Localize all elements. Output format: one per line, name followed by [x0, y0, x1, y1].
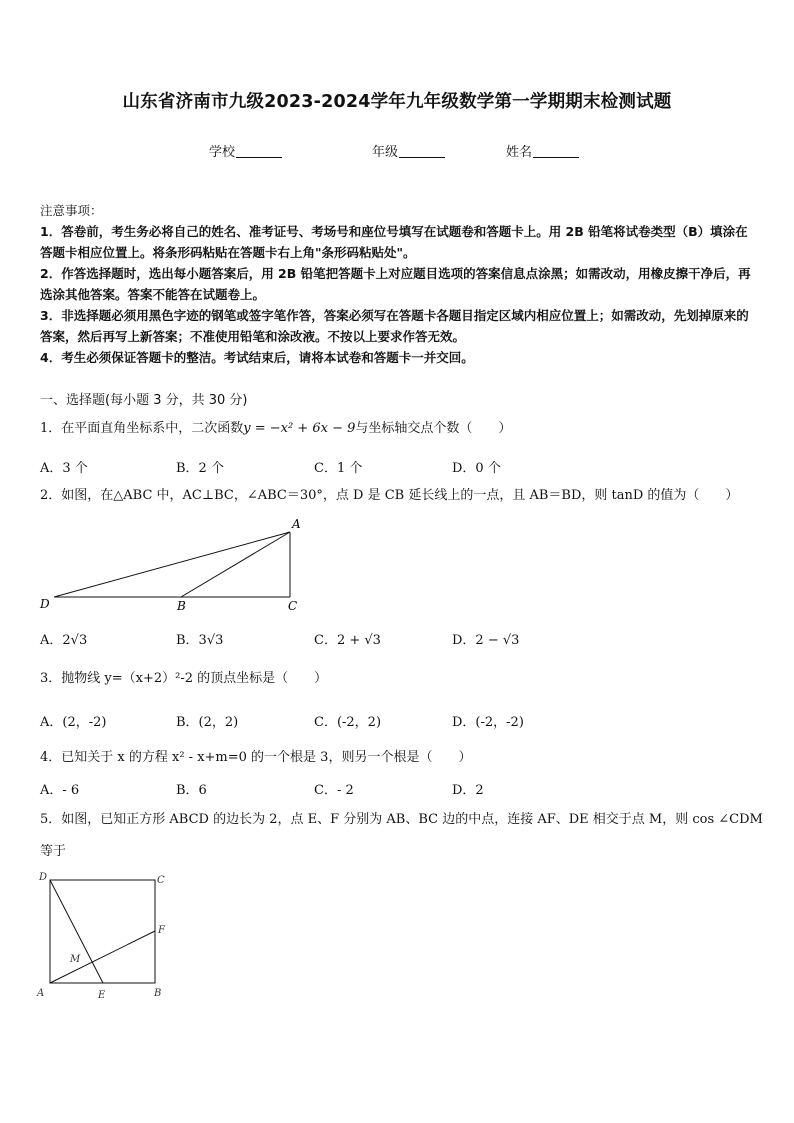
school-label: 学校 — [209, 145, 236, 160]
school-field — [209, 141, 282, 160]
q3-option-a[interactable]: A．(2，-2) — [40, 715, 107, 730]
question-1 — [40, 419, 511, 439]
q4-option-d[interactable]: D．2 — [452, 783, 484, 798]
name-field — [506, 141, 579, 160]
q1-post: 与坐标轴交点个数（ ） — [355, 421, 512, 436]
q2-label-a: A — [292, 517, 301, 531]
q2-triangle-figure — [34, 514, 324, 614]
q1-option-c[interactable]: C．1 个 — [314, 461, 363, 476]
notice-item-4: 4．考生必须保证答题卡的整洁。考试结束后，请将本试卷和答题卡一并交回。 — [40, 350, 474, 365]
question-4: 4．已知关于 x 的方程 x² - x+m=0 的一个根是 3，则另一个根是（ ） — [40, 750, 472, 765]
q2-option-d[interactable]: D．2 − √3 — [452, 633, 520, 648]
q4-option-c[interactable]: C．- 2 — [314, 783, 354, 798]
q5-label-m: M — [70, 954, 81, 965]
q3-option-d[interactable]: D．(-2，-2) — [452, 715, 524, 730]
page-title: 山东省济南市九级2023-2024学年九年级数学第一学期期末检测试题 — [122, 92, 672, 112]
name-blank[interactable] — [533, 144, 579, 158]
grade-field — [372, 141, 445, 160]
question-3: 3．抛物线 y=（x+2）²-2 的顶点坐标是（ ） — [40, 671, 328, 686]
q4-option-b[interactable]: B．6 — [176, 783, 207, 798]
notice-item-2: 2．作答选择题时，选出每小题答案后，用 2B 铅笔把答题卡上对应题目选项的答案信息点涂黑；如需改动，用橡皮擦干净后，再选涂其他答案。答案不能答在试题卷上。 — [40, 266, 751, 302]
q2-option-b[interactable]: B．3√3 — [176, 633, 224, 648]
q1-pre: 1．在平面直角坐标系中，二次函数 — [40, 421, 244, 436]
q2-option-a[interactable]: A．2√3 — [40, 633, 88, 648]
question-2: 2．如图，在△ABC 中，AC⊥BC，∠ABC＝30°，点 D 是 CB 延长线上的一点，且 AB＝BD，则 tanD 的值为（ ） — [40, 488, 739, 503]
q2-line-da — [54, 532, 290, 597]
question-5-continued: 等于 — [40, 844, 67, 859]
q3-option-c[interactable]: C．(-2，2) — [314, 715, 382, 730]
notice-item-1: 1．答卷前，考生务必将自己的姓名、准考证号、考场号和座位号填写在试题卷和答题卡上。用 2B 铅笔将试卷类型（B）填涂在答题卡相应位置上。将条形码粘贴在答题卡右上角"条形码粘贴处"。 — [40, 224, 748, 260]
q5-label-b: B — [154, 988, 162, 999]
q1-option-d[interactable]: D．0 个 — [452, 461, 501, 476]
q2-label-d: D — [40, 597, 50, 611]
q1-option-b[interactable]: B．2 个 — [176, 461, 224, 476]
q5-square-figure — [34, 868, 174, 1006]
q5-square-abcd — [50, 880, 155, 983]
q2-label-c: C — [288, 599, 298, 613]
q2-line-ba — [181, 532, 290, 597]
notice-heading: 注意事项： — [40, 203, 103, 218]
notice-item-3: 3．非选择题必须用黑色字迹的钢笔或签字笔作答，答案必须写在答题卡各题目指定区域内相应位置上；如需改动，先划掉原来的答案，然后再写上新答案；不准使用铅笔和涂改液。不按以上要求作答无效。 — [40, 308, 749, 344]
q5-label-c: C — [157, 875, 165, 886]
q2-option-c[interactable]: C．2 + √3 — [314, 633, 381, 648]
grade-blank[interactable] — [399, 144, 445, 158]
q5-label-d: D — [39, 872, 48, 883]
q4-option-a[interactable]: A．- 6 — [40, 783, 80, 798]
q1-option-a[interactable]: A．3 个 — [40, 461, 88, 476]
q5-label-a: A — [37, 988, 45, 999]
q2-label-b: B — [177, 599, 186, 613]
q5-line-af — [50, 931, 155, 983]
question-5: 5．如图，已知正方形 ABCD 的边长为 2，点 E、F 分别为 AB、BC 边的中点，连接 AF、DE 相交于点 M，则 cos ∠CDM — [40, 812, 763, 827]
q5-line-de — [50, 880, 103, 983]
name-label: 姓名 — [506, 145, 533, 160]
section-heading: 一、选择题(每小题 3 分，共 30 分) — [40, 393, 248, 408]
q5-label-f: F — [158, 925, 165, 936]
q3-option-b[interactable]: B．(2，2) — [176, 715, 239, 730]
q5-label-e: E — [98, 990, 106, 1001]
school-blank[interactable] — [236, 144, 282, 158]
grade-label: 年级 — [372, 145, 399, 160]
q1-formula: y = −x² + 6x − 9 — [243, 421, 356, 436]
notice-block — [40, 200, 756, 368]
